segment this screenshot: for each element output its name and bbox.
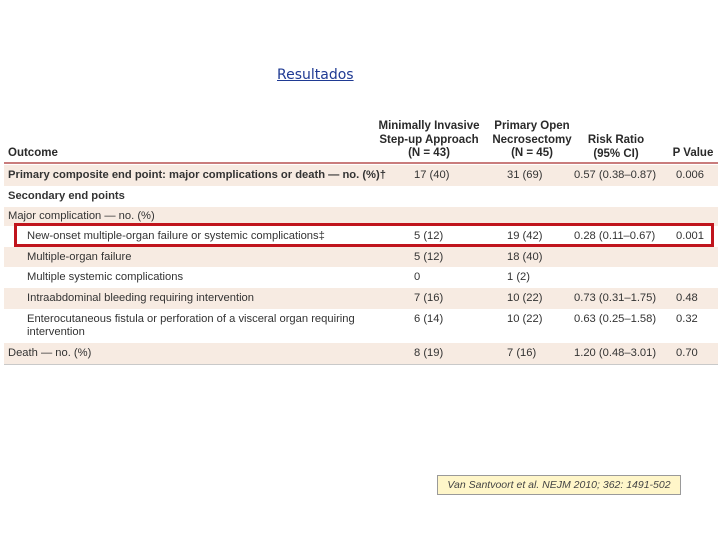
header-risk-ratio: Risk Ratio (95% CI) [587, 134, 645, 160]
header-open-necrosectomy: Primary Open Necrosectomy (N = 45) [492, 120, 572, 159]
header-outcome: Outcome [8, 147, 58, 159]
slide-title[interactable]: Resultados [277, 67, 354, 83]
table-bottom-rule [4, 364, 718, 365]
table-row: Intraabdominal bleeding requiring intervention 7 (16) 10 (22) 0.73 (0.31–1.75) 0.48 [4, 288, 718, 309]
citation-box: Van Santvoort et al. NEJM 2010; 362: 1491-502 [437, 475, 681, 495]
table-row: Death — no. (%) 8 (19) 7 (16) 1.20 (0.48–3.01) 0.70 [4, 343, 718, 364]
header-divider [4, 162, 718, 164]
table-row: Primary composite end point: major complications or death — no. (%)† 17 (40) 31 (69) 0.57 (0.38–0.87) 0.006 [4, 165, 718, 186]
table-row: Multiple systemic complications 0 1 (2) [27, 271, 531, 283]
table-row: Multiple-organ failure 5 (12) 18 (40) [4, 247, 718, 267]
highlight-box [14, 223, 714, 247]
header-step-up: Minimally Invasive Step-up Approach (N = 43) [378, 120, 480, 159]
table-row: Enterocutaneous fistula or perforation of a visceral organ requiring intervention 6 (14) 10 (22) 0.63 (0.25–1.58) 0.32 [27, 313, 698, 338]
table-header [4, 114, 718, 165]
table-row-highlighted: New-onset multiple-organ failure or systemic complications‡ 5 (12) 19 (42) 0.28 (0.11–0.67) 0.001 [27, 230, 704, 242]
table-row: Major complication — no. (%) [4, 207, 718, 226]
table-row: Secondary end points [8, 190, 125, 202]
header-p-value: P Value [672, 147, 714, 159]
